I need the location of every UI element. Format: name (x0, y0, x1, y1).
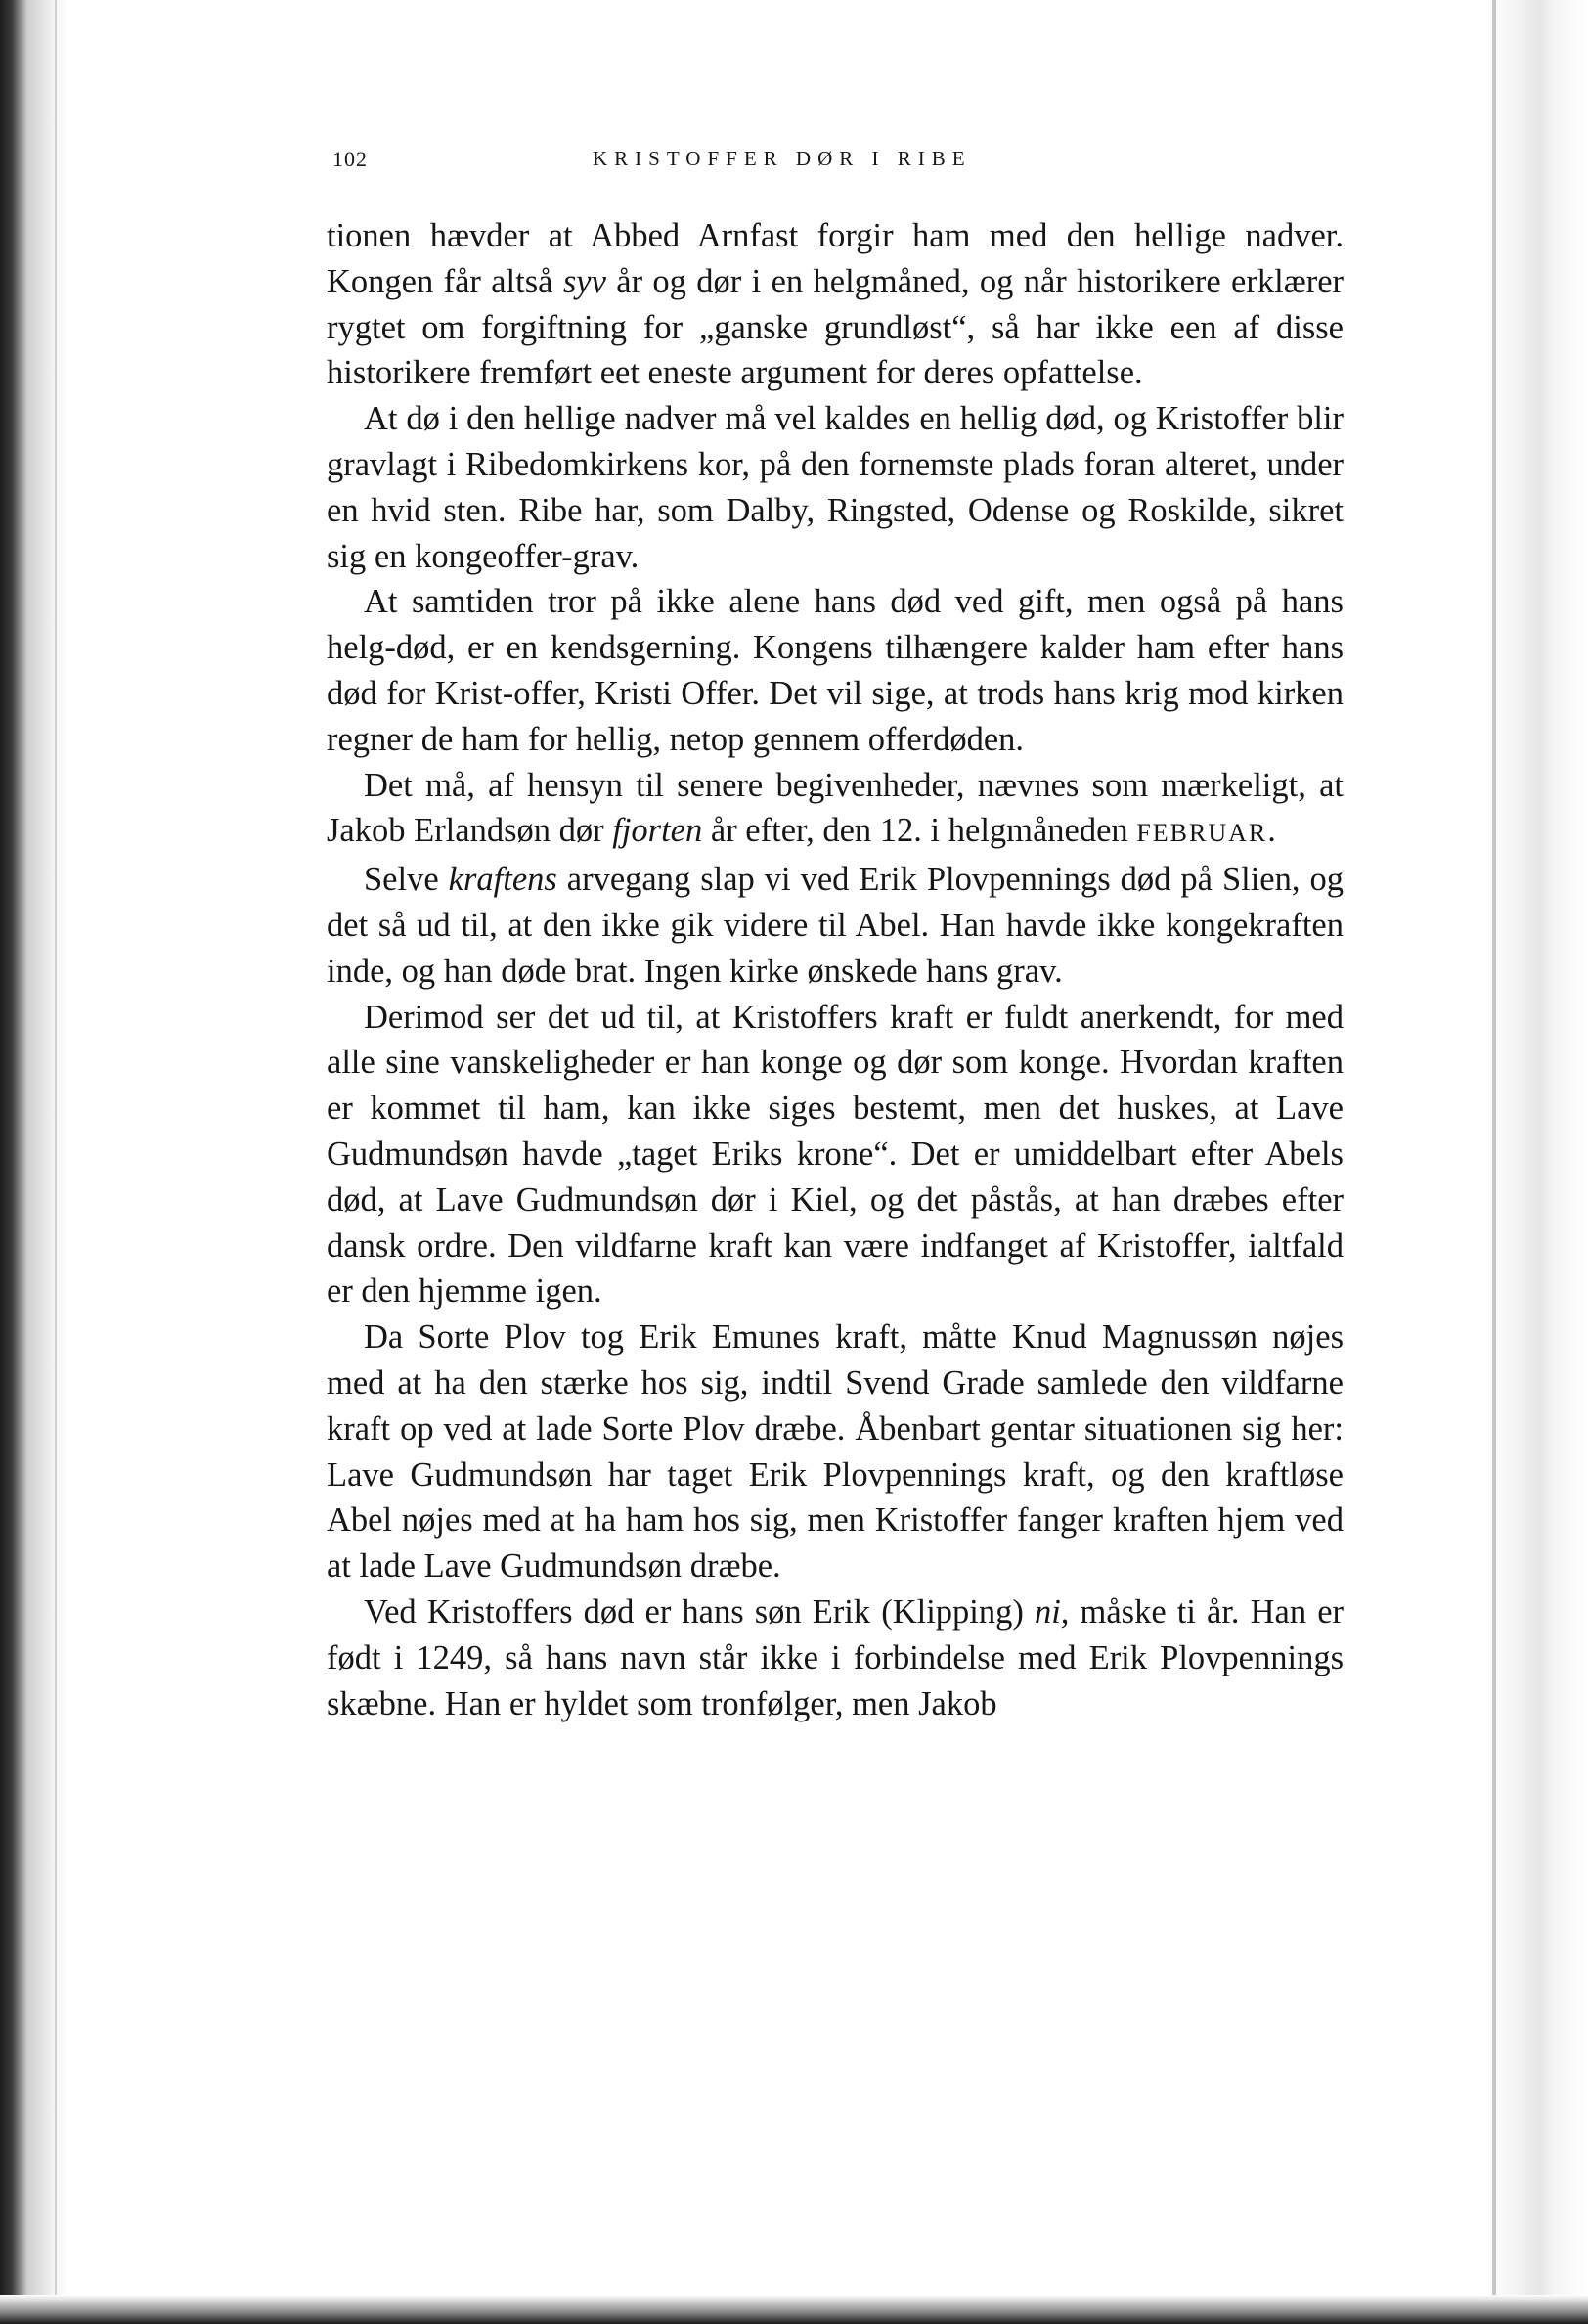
text-run: At dø i den hellige nadver må vel kaldes en hellig død, og Kristoffer blir gravlagt i Ribedomkirkens kor, på den fornemste plads foran alteret, under en hvid sten. Ribe har, som Dalby, Ringsted, Odense og Roskilde, sikret sig en kongeoffer-grav. (327, 400, 1344, 575)
paragraph (327, 1589, 1344, 1726)
binding-shadow (0, 0, 68, 2324)
paragraph (327, 579, 1344, 762)
paragraph (327, 396, 1344, 579)
paragraph (327, 213, 1344, 396)
italic-text: ni, (1034, 1592, 1070, 1631)
text-run: år efter, den 12. i helgmåneden (702, 812, 1137, 850)
text-run: Derimod ser det ud til, at Kristoffers kraft er fuldt anerkendt, for med alle sine vanskeligheder er han konge og dør som konge. Hvordan kraften er kommet til ham, kan ikke siges bestemt, men det huskes, at Lave Gudmundsøn havde „taget Eriks krone“. Det er umiddelbart efter Abels død, at Lave Gudmundsøn dør i Kiel, og det påstås, at han dræbes efter dansk ordre. Den vildfarne kraft kan være indfanget af Kristoffer, ialtfald er den hjemme igen. (327, 998, 1344, 1311)
small-caps-text: FEBRUAR (1136, 819, 1268, 848)
italic-text: fjorten (612, 812, 703, 850)
page-number: 102 (332, 147, 368, 171)
text-run: Selve (364, 861, 449, 899)
binding-crease (55, 0, 57, 2324)
page-edge-shadow (1480, 0, 1588, 2324)
paragraph (327, 763, 1344, 858)
scan-bottom-edge (0, 2295, 1588, 2324)
text-run: Det må, af hensyn til senere begivenheder, nævnes som mærkeligt, at Jakob Erlandsøn dør (327, 766, 1344, 850)
text-run: tionen hævder at Abbed Arnfast forgir ham med den hellige nadver. Kongen får altså (327, 217, 1344, 300)
text-run: At samtiden tror på ikke alene hans død ved gift, men også på hans helg-død, er en kendsgerning. Kongens tilhængere kalder ham efter hans død for Krist-offer, Kristi Offer. Det vil sige, at trods hans krig mod kirken regner de ham for hellig, netop gennem offerdøden. (327, 583, 1344, 758)
paragraph (327, 995, 1344, 1316)
text-run: måske ti år. Han er født i 1249, så hans navn står ikke i forbindelse med Erik Plovpennings skæbne. Han er hyldet som tronfølger, men Jakob (327, 1592, 1344, 1722)
italic-text: kraftens (448, 861, 557, 899)
running-title: KRISTOFFER DØR I RIBE (593, 147, 972, 170)
text-run: Da Sorte Plov tog Erik Emunes kraft, måtte Knud Magnussøn nøjes med at ha den stærke hos sig, indtil Svend Grade samlede den vildfarne kraft op ved at lade Sorte Plov dræbe. Åbenbart gentar situationen sig her: Lave Gudmundsøn har taget Erik Plovpennings kraft, og den kraftløse Abel nøjes med at ha ham hos sig, men Kristoffer fanger kraften hjem ved at lade Lave Gudmundsøn dræbe. (327, 1318, 1344, 1586)
text-run: år og dør i en helgmåned, og når historikere erklærer rygtet om forgiftning for „ganske grundløst“, så har ikke een af disse historikere fremført eet eneste argument for deres opfattelse. (327, 262, 1344, 392)
text-run: . (1267, 812, 1276, 850)
italic-text: syv (562, 262, 606, 300)
page-edge-crease (1492, 0, 1496, 2324)
running-header (327, 147, 1344, 186)
paragraph (327, 1315, 1344, 1589)
paragraph (327, 857, 1344, 994)
text-run: arvegang slap vi ved Erik Plovpennings død på Slien, og det så ud til, at den ikke gik videre til Abel. Han havde ikke kongekraften inde, og han døde brat. Ingen kirke ønskede hans grav. (327, 861, 1344, 990)
page-body (327, 147, 1344, 1726)
text-run: Ved Kristoffers død er hans søn Erik (Klipping) (364, 1592, 1035, 1631)
